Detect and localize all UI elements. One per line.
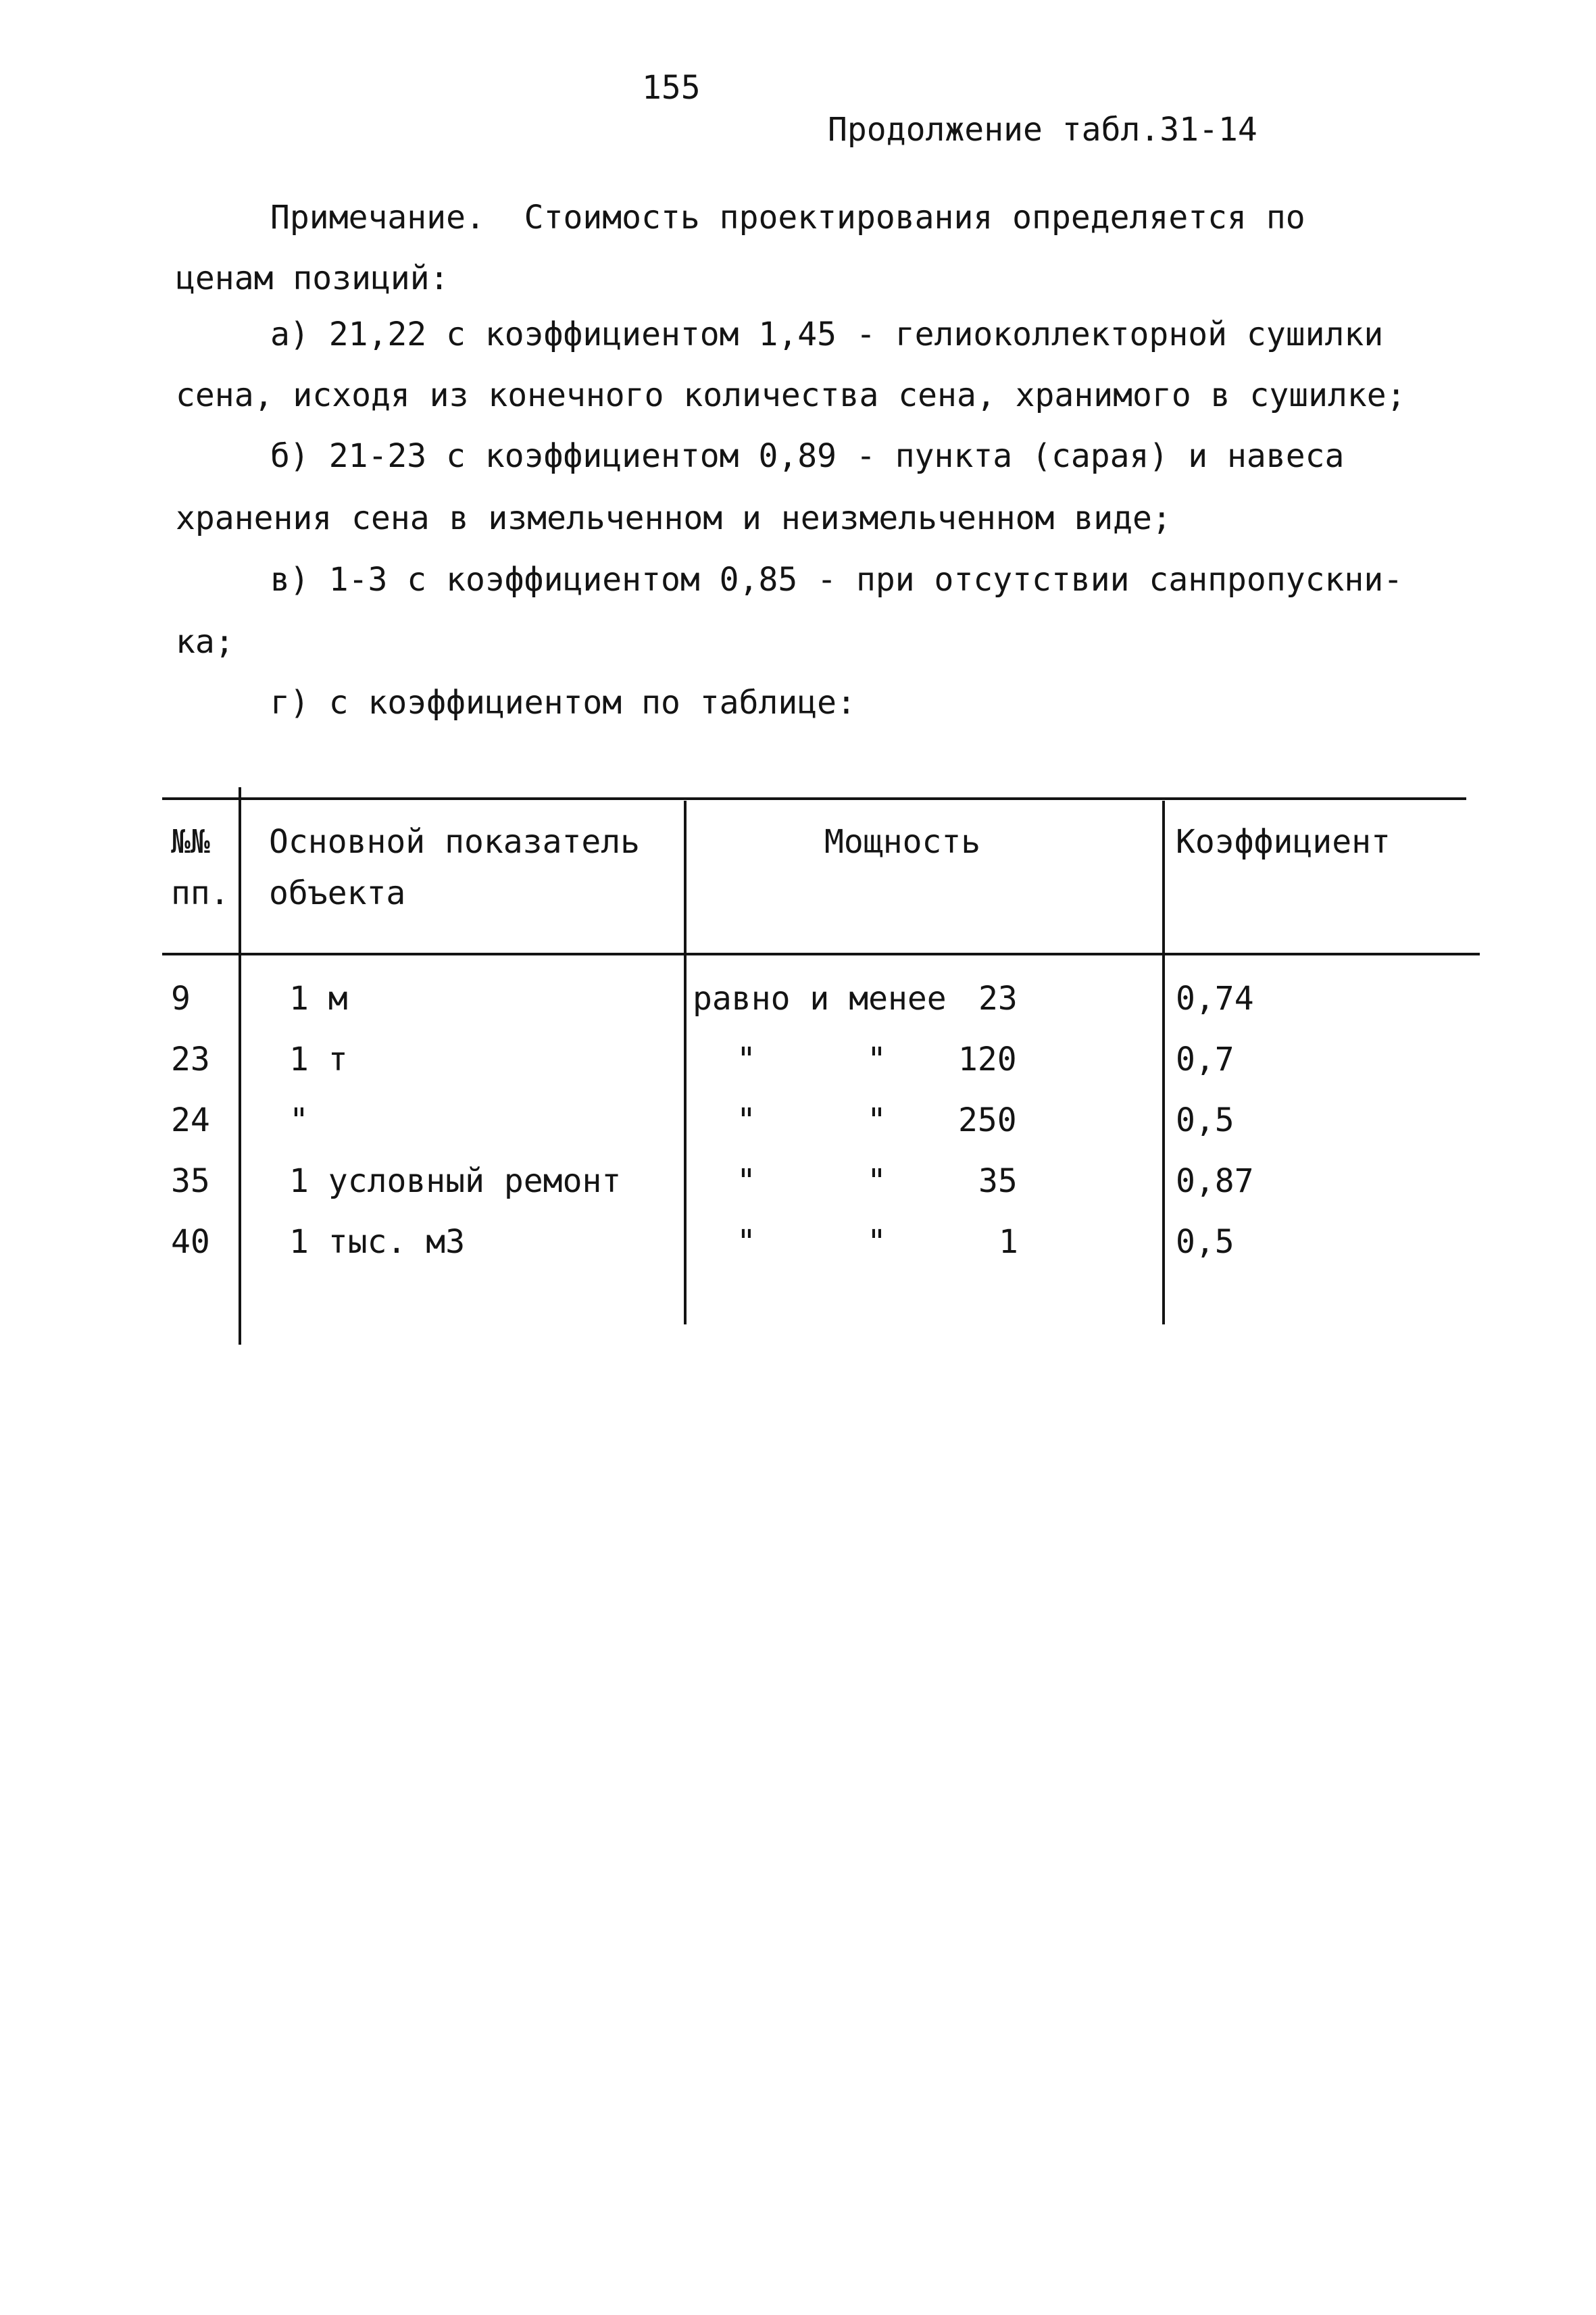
ditto-mark: " [737,1223,756,1261]
row-indicator: 1 т [289,1041,348,1078]
table-column-divider [1162,801,1165,1324]
row-capacity-value: 250 [958,1101,1017,1139]
ditto-mark: " [867,1041,887,1078]
ditto-mark: " [737,1101,756,1139]
row-coefficient: 0,7 [1176,1041,1235,1078]
note-line: ценам позиций: [176,259,449,297]
ditto-mark: " [867,1101,887,1139]
table-column-divider [684,801,687,1324]
row-coefficient: 0,87 [1176,1162,1254,1200]
header-num: №№ [171,823,210,861]
row-coefficient: 0,5 [1176,1223,1235,1261]
row-indicator: 1 условный ремонт [289,1162,622,1200]
row-capacity-value: 120 [958,1041,1017,1078]
header-indicator: объекта [269,874,406,912]
row-capacity-value: 23 [978,980,1018,1018]
note-item-a: а) 21,22 с коэффициентом 1,45 - гелиоколлекторной сушилки [270,316,1384,353]
page-number: 155 [642,69,701,107]
table-top-rule [162,797,1466,800]
row-indicator: 1 м [289,980,348,1018]
header-indicator: Основной показатель [269,823,641,861]
note-line: хранения сена в измельченном и неизмельченном виде; [176,499,1172,537]
header-coefficient: Коэффициент [1176,823,1391,861]
row-coefficient: 0,74 [1176,980,1254,1018]
row-num: 23 [171,1041,210,1078]
row-num: 24 [171,1101,210,1139]
row-coefficient: 0,5 [1176,1101,1235,1139]
note-item-b: б) 21-23 с коэффициентом 0,89 - пункта (сарая) и навеса [270,437,1345,475]
row-capacity-value: 1 [999,1223,1018,1261]
ditto-mark: " [737,1041,756,1078]
row-num: 9 [171,980,191,1018]
row-num: 35 [171,1162,210,1200]
table-column-divider [239,787,241,1345]
ditto-mark: " [867,1162,887,1200]
ditto-mark: " [867,1223,887,1261]
row-indicator: " [289,1101,309,1139]
row-capacity-value: 35 [978,1162,1018,1200]
row-num: 40 [171,1223,210,1261]
note-line: ка; [176,623,234,661]
note-line: Примечание. Стоимость проектирования определяется по [270,199,1305,237]
row-indicator: 1 тыс. м3 [289,1223,466,1261]
header-num: пп. [171,874,230,912]
table-header-rule [162,953,1480,955]
note-item-d: г) с коэффициентом по таблице: [270,684,856,722]
table-continuation-label: Продолжение табл.31-14 [828,111,1257,149]
note-line: сена, исходя из конечного количества сена, хранимого в сушилке; [176,376,1406,414]
ditto-mark: " [737,1162,756,1200]
header-capacity: Мощность [824,823,981,861]
note-item-c: в) 1-3 с коэффициентом 0,85 - при отсутствии санпропускни- [270,561,1403,599]
row-capacity-text: равно и менее [693,980,947,1018]
